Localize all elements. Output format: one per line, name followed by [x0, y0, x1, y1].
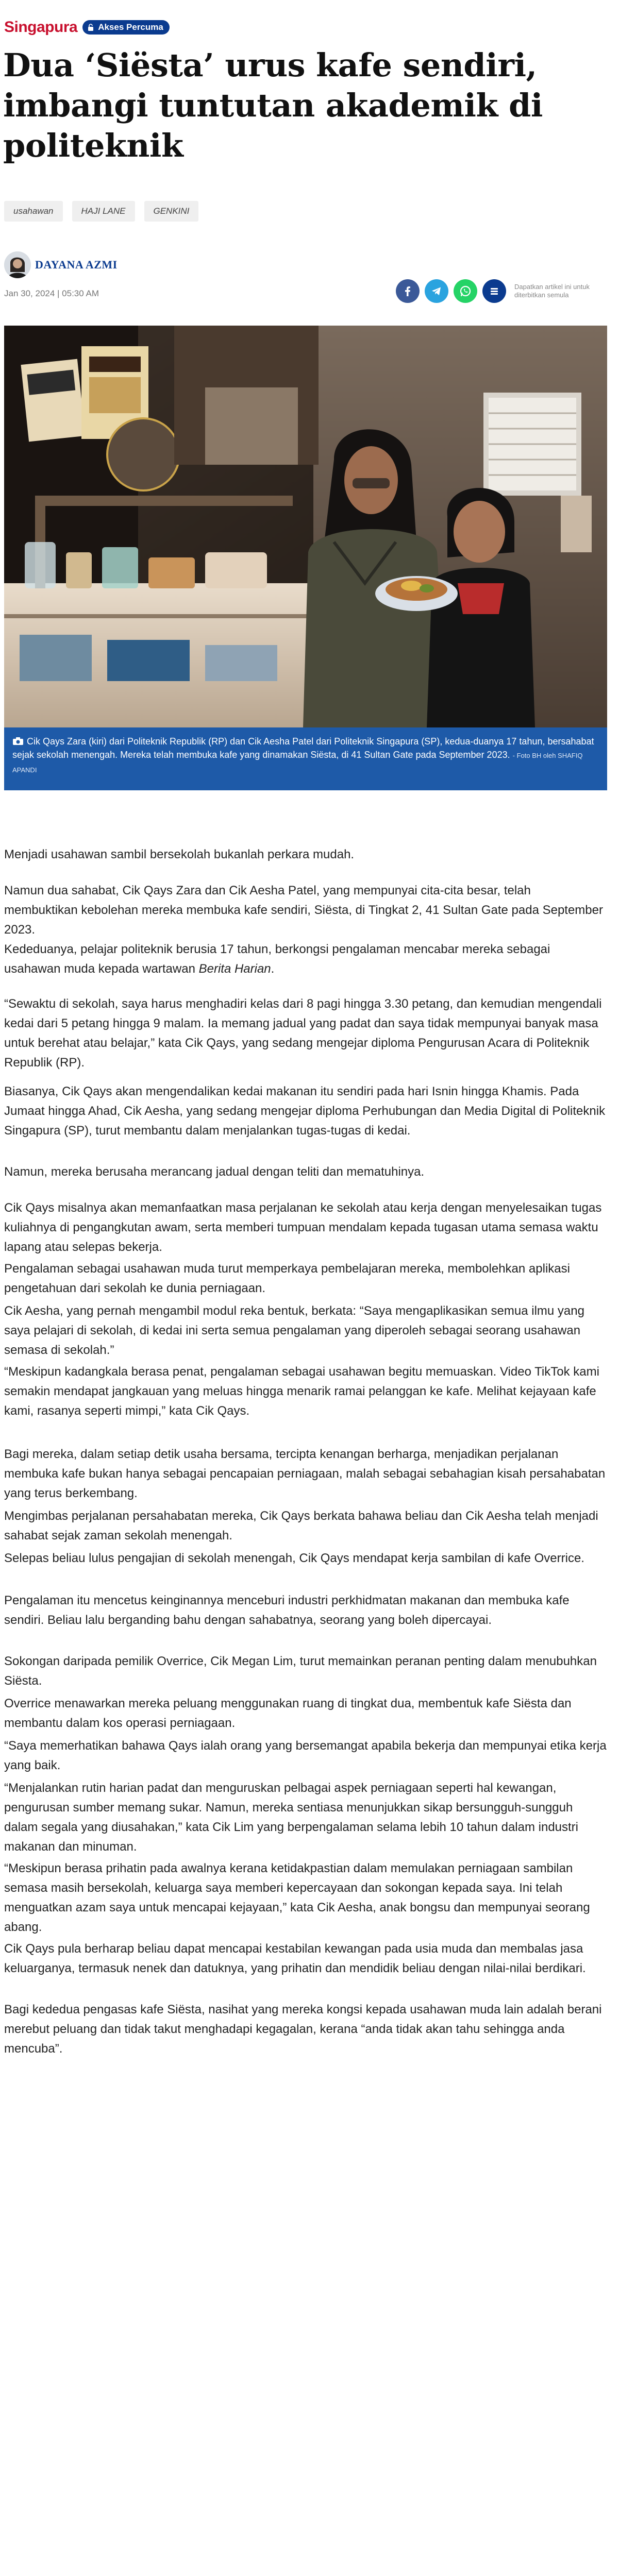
facebook-icon [402, 285, 413, 297]
whatsapp-share-button[interactable] [454, 279, 477, 303]
paragraph: “Menjalankan rutin harian padat dan menguruskan pelbagai aspek perniagaan seperti hal kewangan, pengurusan sumber memang sukar. Namun, mereka sentiasa menunjukkan sikap bersungguh-sungguh dalam segala yang diusahakan,” kata Cik Lim yang berpengalaman selama lebih 10 tahun dalam industri makanan dan minuman. [4, 1781, 579, 1854]
bookmark-icon [489, 285, 500, 297]
caption-text: Cik Qays Zara (kiri) dari Politeknik Republik (RP) dan Cik Aesha Patel dari Politeknik Singapura (SP), kedua-duanya 17 tahun, bersahabat sejak sekolah menengah. Mereka telah membuka kafe yang dinamakan Siësta, di 41 Sultan Gate pada September 2023. [12, 736, 594, 760]
paragraph: Namun dua sahabat, Cik Qays Zara dan Cik Aesha Patel, yang mempunyai cita-cita besar, telah membuktikan kebolehan mereka membuka kafe sendiri, Siësta, di Tingkat 2, 41 Sultan Gate pada September 2023. [4, 884, 603, 937]
paragraph: Cik Qays pula berharap beliau dapat mencapai kestabilan kewangan pada usia muda dan membalas jasa keluarganya, termasuk nenek dan datuknya, yang prihatin dan mendidik beliau dengan nilai-nilai berdikari. [4, 1942, 586, 1975]
paragraph: “Saya memerhatikan bahawa Qays ialah orang yang bersemangat apabila bekerja dan mempunyai etika kerja yang baik. [4, 1739, 607, 1772]
paragraph-text: Kededuanya, pelajar politeknik berusia 17 tahun, berkongsi pengalaman mencabar mereka sebagai usahawan muda kepada wartawan [4, 942, 550, 976]
whatsapp-icon [459, 284, 472, 298]
author-name[interactable]: DAYANA AZMI [35, 258, 118, 271]
section-link[interactable]: Singapura [4, 19, 78, 36]
tag-list [4, 201, 198, 222]
telegram-icon [430, 285, 443, 297]
tag-item[interactable]: GENKINI [144, 201, 199, 222]
paragraph: Selepas beliau lulus pengajian di sekolah menengah, Cik Qays mendapat kerja sambilan di kafe Overrice. [4, 1551, 584, 1565]
avatar-icon [4, 251, 31, 278]
paragraph: Cik Qays misalnya akan memanfaatkan masa perjalanan ke sekolah atau kerja dengan menyelesaikan tugas kuliahnya di pengangkutan awam, serta memberi tumpuan mendalam kepada tugasan utama semasa waktu lapang atau selepas bekerja. [4, 1201, 602, 1254]
author-avatar [4, 251, 31, 278]
paragraph: “Sewaktu di sekolah, saya harus menghadiri kelas dari 8 pagi hingga 3.30 petang, dan kemudian mengendali kedai dari 5 petang hingga 9 malam. Ia memang jadual yang padat dan saya tidak mempunyai banyak masa untuk berehat atau belajar,” kata Cik Qays, yang sedang mengejar diploma Pengurusan Acara di Politeknik Republik (RP). [4, 997, 602, 1070]
headline: Dua ‘Siësta’ urus kafe sendiri, imbangi tuntutan akademik di politeknik [3, 46, 543, 164]
cafe-photo-image [4, 326, 607, 727]
kicker [4, 19, 170, 36]
author-byline [4, 251, 118, 278]
paragraph: “Meskipun kadangkala berasa penat, pengalaman sebagai usahawan begitu memuaskan. Video TikTok kami semakin mendapat jangkauan yang meluas hingga menarik ramai pelanggan ke kafe. Melihat kejayaan kafe kami, rasanya seperti mimpi,” kata Cik Qays. [4, 1365, 599, 1418]
publication-name: Berita Harian [198, 962, 271, 976]
facebook-share-button[interactable] [396, 279, 420, 303]
paragraph: Mengimbas perjalanan persahabatan mereka, Cik Qays berkata bahawa beliau dan Cik Aesha telah menjadi sahabat sejak zaman sekolah menengah. [4, 1509, 598, 1543]
hero-photo [4, 326, 607, 727]
paragraph: Pengalaman itu mencetus keinginannya menceburi industri perkhidmatan makanan dan membuka kafe sendiri. Beliau lalu berganding bahu dengan sahabatnya, seorang yang boleh dipercayai. [4, 1594, 570, 1627]
paragraph: Pengalaman sebagai usahawan muda turut memperkaya pembelajaran mereka, membolehkan aplikasi pengetahuan dari sekolah ke dunia perniagaan. [4, 1262, 570, 1295]
paragraph: Bagi mereka, dalam setiap detik usaha bersama, tercipta kenangan berharga, menjadikan perjalanan membuka kafe bukan hanya sebagai pencapaian perniagaan, malah sebagai sebahagian kisah persahabatan yang terus berkembang. [4, 1447, 606, 1500]
paragraph: Menjadi usahawan sambil bersekolah bukanlah perkara mudah. [4, 848, 355, 861]
badge-label: Akses Percuma [98, 22, 163, 32]
photo-credit: - Foto BH oleh SHAFIQ APANDI [12, 752, 583, 774]
free-access-badge [82, 20, 170, 35]
paragraph: Biasanya, Cik Qays akan mengendalikan kedai makanan itu sendiri pada hari Isnin hingga Khamis. Pada Jumaat hingga Ahad, Cik Aesha, yang sedang mengejar diploma Perhubungan dan Media Digital di Politeknik Singapura (SP), turut membantu dalam menjalankan tugas-tugas di kedai. [4, 1084, 606, 1138]
paragraph [4, 940, 607, 979]
paragraph: Sokongan daripada pemilik Overrice, Cik Megan Lim, turut memainkan peranan penting dalam menubuhkan Siësta. [4, 1654, 597, 1688]
publish-date: Jan 30, 2024 | 05:30 AM [4, 289, 99, 298]
republish-note: Dapatkan artikel ini untuk diterbitkan semula [514, 283, 590, 299]
paragraph: Cik Aesha, yang pernah mengambil modul reka bentuk, berkata: “Saya mengaplikasikan semua ilmu yang saya pelajari di sekolah, di kedai ini serta semua pengalaman yang diperoleh sebagai seorang usahawan semasa di sekolah.” [4, 1304, 584, 1357]
paragraph-end: . [271, 962, 275, 976]
paragraph: Overrice menawarkan mereka peluang menggunakan ruang di tingkat dua, membentuk kafe Siësta dan membantu dalam kos operasi perniagaan. [4, 1697, 572, 1730]
share-bar [396, 279, 607, 303]
paragraph: Namun, mereka berusaha merancang jadual dengan teliti dan mematuhinya. [4, 1165, 425, 1179]
tag-item[interactable]: usahawan [4, 201, 63, 222]
camera-icon [12, 737, 24, 745]
tag-item[interactable]: HAJI LANE [72, 201, 135, 222]
paragraph: “Meskipun berasa prihatin pada awalnya kerana ketidakpastian dalam memulakan perniagaan sambilan semasa masih bersekolah, keluarga saya memberi kepercayaan dan sokongan kepada saya. Ini telah menguatkan azam saya untuk mencapai kejayaan,” kata Cik Aesha, anak bongsu dan mempunyai seorang abang. [4, 1861, 590, 1934]
telegram-share-button[interactable] [425, 279, 448, 303]
republish-button[interactable] [482, 279, 506, 303]
unlock-icon [87, 23, 95, 31]
paragraph: Bagi kededua pengasas kafe Siësta, nasihat yang mereka kongsi kepada usahawan muda lain adalah berani merebut peluang dan tidak takut menghadapi kegagalan, kerana “anda tidak akan tahu sehingga anda mencuba”. [4, 2003, 602, 2056]
photo-caption [4, 727, 607, 790]
